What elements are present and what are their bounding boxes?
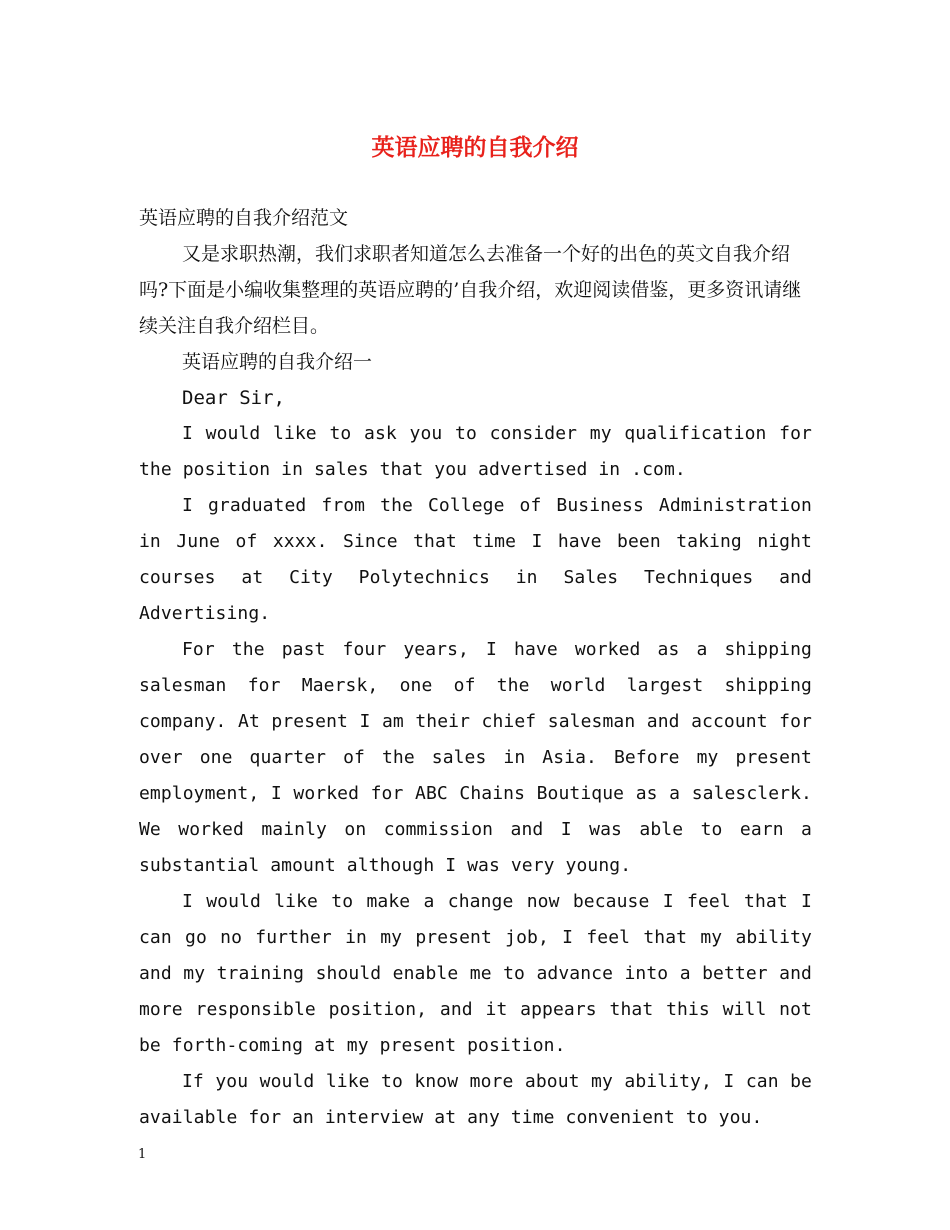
salutation: Dear Sir, (182, 387, 285, 409)
page-number: 1 (138, 1147, 147, 1162)
body-paragraph-5: If you would like to know more about my ability, I can be available for an interview at any time convenient to you. (139, 1071, 812, 1128)
section-heading: 英语应聘的自我介绍一 (182, 351, 373, 373)
body-paragraph-4: I would like to make a change now because I feel that I can go no further in my present job, I feel that my ability and my training should enable me to advance into a better and more responsible position, and it appears that this will not be forth-coming at my present position. (139, 891, 812, 1056)
body-paragraph-1: I would like to ask you to consider my qualification for the position in sales that you advertised in .com. (139, 423, 812, 480)
intro-paragraph: 又是求职热潮，我们求职者知道怎么去准备一个好的出色的英文自我介绍吗?下面是小编收集整理的英语应聘的’自我介绍，欢迎阅读借鉴，更多资讯请继续关注自我介绍栏目。 (139, 243, 802, 337)
document-body (139, 200, 812, 1136)
body-paragraph-2: I graduated from the College of Business Administration in June of xxxx. Since that time I have been taking night courses at City Polytechnics in Sales Techniques and Advertising. (139, 495, 812, 624)
document-title: 英语应聘的自我介绍 (371, 134, 579, 161)
body-paragraph-3: For the past four years, I have worked as a shipping salesman for Maersk, one of the world largest shipping company. At present I am their chief salesman and account for over one quarter of the sales in Asia. Before my present employment, I worked for ABC Chains Boutique as a salesclerk. We worked mainly on commission and I was able to earn a substantial amount although I was very young. (139, 639, 812, 876)
document-subtitle: 英语应聘的自我介绍范文 (139, 207, 349, 229)
